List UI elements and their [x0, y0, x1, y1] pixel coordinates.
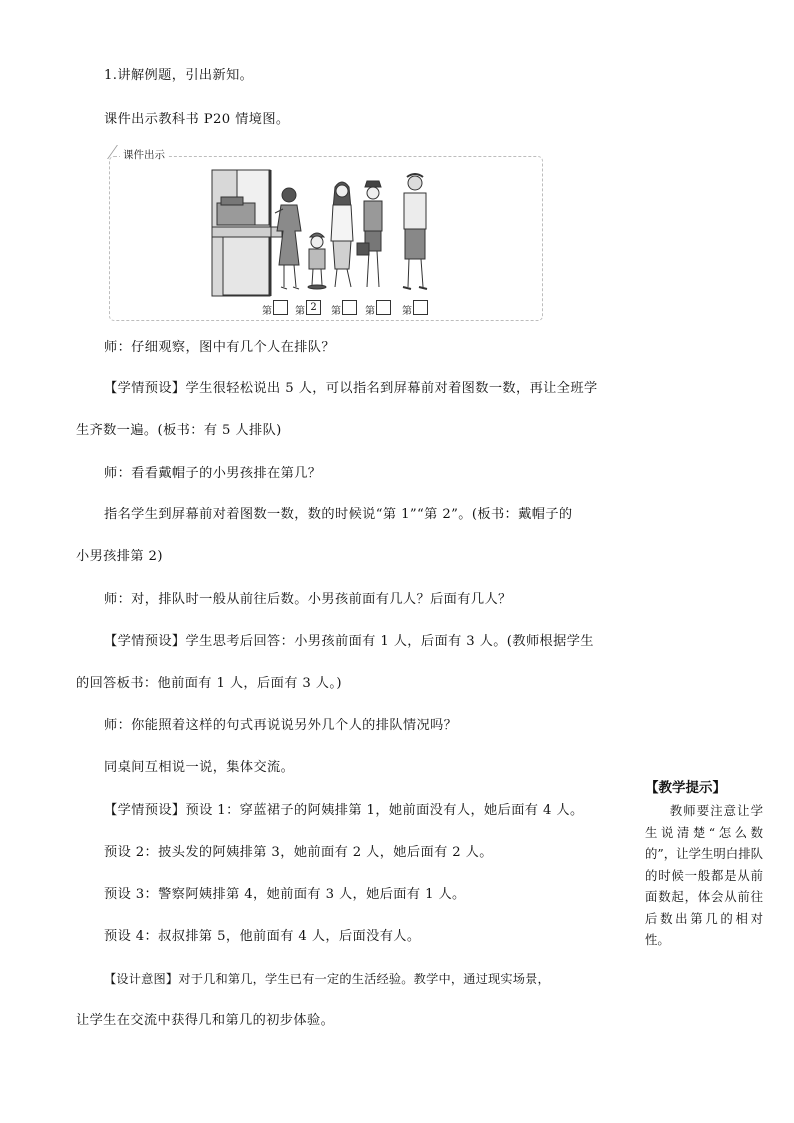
paragraph-line: 的回答板书：他前面有 1 人，后面有 3 人。) — [76, 676, 342, 691]
paragraph-line: 小男孩排第 2) — [76, 549, 163, 564]
ordinal-answer-box — [273, 300, 288, 315]
step-heading: 1.讲解例题，引出新知。 — [104, 68, 254, 83]
paragraph-line: 预设 3：警察阿姨排第 4，她前面有 3 人，她后面有 1 人。 — [104, 887, 466, 902]
teaching-tip-text: 教师要注意让学生说清楚“怎么数的”，让学生明白排队的时候一般都是从前面数起，体会从前往后数出第几的相对性。 — [645, 803, 763, 947]
ordinal-answer-box — [376, 300, 391, 315]
ordinal-prefix: 第 — [365, 306, 375, 317]
ordinal-answer-box — [342, 300, 357, 315]
courseware-tag: 课件出示 — [120, 149, 168, 162]
ordinal-prefix: 第 — [402, 306, 412, 317]
paragraph-line: 同桌间互相说一说，集体交流。 — [104, 760, 295, 775]
paragraph-line: 【学情预设】学生思考后回答：小男孩前面有 1 人，后面有 3 人。(教师根据学生 — [104, 634, 594, 649]
ordinal-answer-box: 2 — [306, 300, 321, 315]
paragraph-line: 师：你能照着这样的句式再说说另外几个人的排队情况吗？ — [104, 718, 458, 733]
paragraph-line: 指名学生到屏幕前对着图数一数，数的时候说“第 1”“第 2”。(板书：戴帽子的 — [104, 507, 573, 522]
ordinal-answer-box — [413, 300, 428, 315]
ordinal-prefix: 第 — [262, 306, 272, 317]
paragraph-line: 师：对，排队时一般从前往后数。小男孩前面有几人？后面有几人？ — [104, 592, 512, 607]
ordinal-prefix: 第 — [331, 306, 341, 317]
paragraph-line: 【学情预设】学生很轻松说出 5 人，可以指名到屏幕前对着图数一数，再让全班学 — [104, 381, 598, 396]
paragraph-line: 【学情预设】预设 1：穿蓝裙子的阿姨排第 1，她前面没有人，她后面有 4 人。 — [104, 803, 584, 818]
paragraph-line: 生齐数一遍。(板书：有 5 人排队) — [76, 423, 282, 438]
paragraph-line: 课件出示教科书 P20 情境图。 — [104, 112, 290, 127]
ordinal-prefix: 第 — [295, 306, 305, 317]
paragraph-line: 师：看看戴帽子的小男孩排在第几？ — [104, 466, 322, 481]
teaching-tip-title: 【教学提示】 — [645, 780, 726, 796]
design-intent-line: 【设计意图】对于几和第几，学生已有一定的生活经验。教学中，通过现实场景， — [104, 972, 550, 986]
queue-scene-illustration — [211, 169, 441, 297]
paragraph-line: 预设 2：披头发的阿姨排第 3，她前面有 2 人，她后面有 2 人。 — [104, 845, 493, 860]
paragraph-line: 预设 4：叔叔排第 5，他前面有 4 人，后面没有人。 — [104, 929, 421, 944]
paragraph-line: 让学生在交流中获得几和第几的初步体验。 — [76, 1013, 335, 1028]
paragraph-line: 师：仔细观察，图中有几个人在排队？ — [104, 340, 335, 355]
